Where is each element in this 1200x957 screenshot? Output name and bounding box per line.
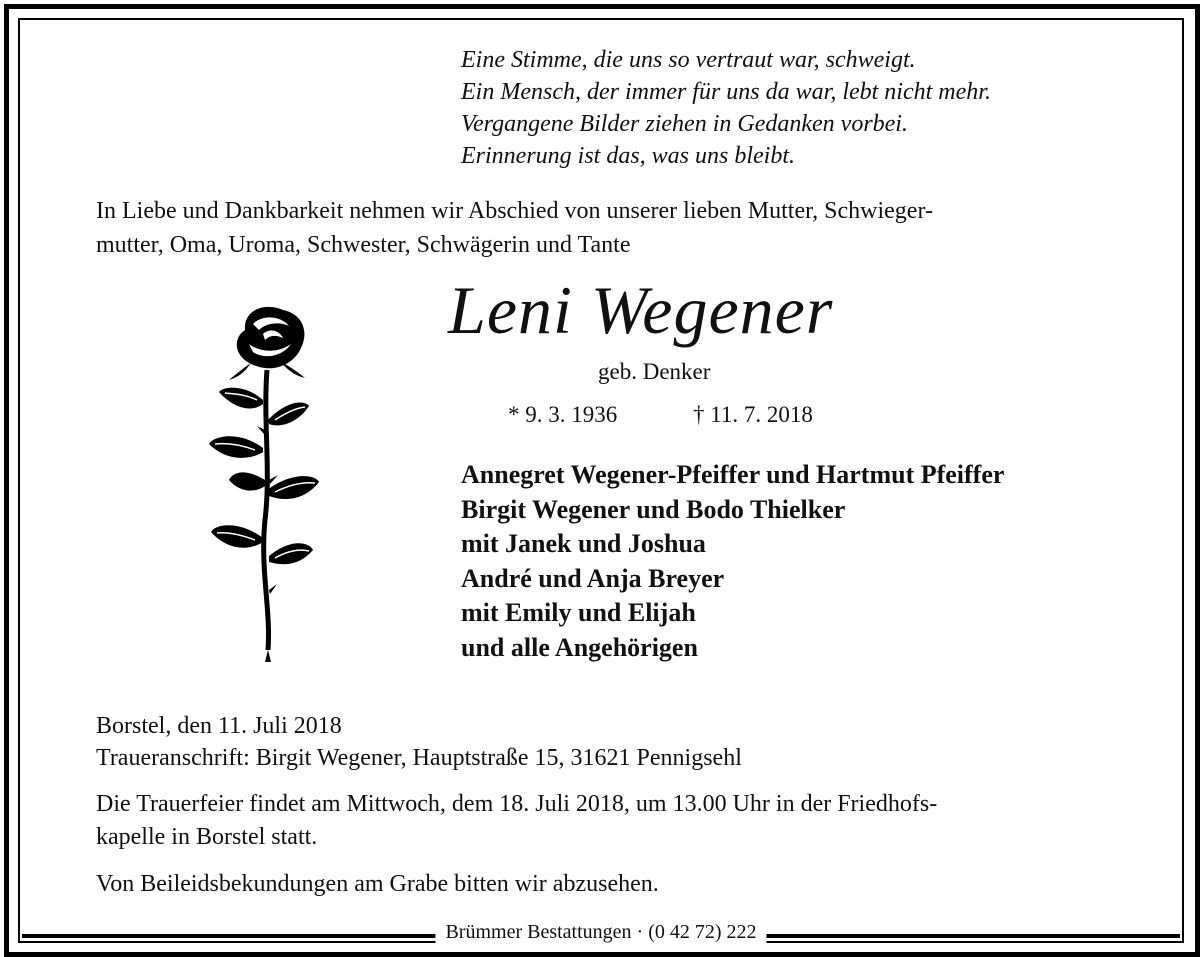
mourner-line: mit Emily und Elijah	[461, 598, 696, 627]
footer	[22, 921, 1180, 943]
intro-text	[96, 194, 1116, 262]
rose-icon	[205, 300, 330, 670]
mourner-line: André und Anja Breyer	[461, 563, 725, 593]
place-date: Borstel, den 11. Juli 2018	[96, 713, 342, 739]
poem-line: Ein Mensch, der immer für uns da war, lebt nicht mehr.	[461, 79, 991, 105]
poem-line: Eine Stimme, die uns so vertraut war, schweigt.	[461, 47, 916, 73]
ceremony-line: kapelle in Borstel statt.	[96, 824, 318, 850]
undertaker-contact: Brümmer Bestattungen · (0 42 72) 222	[435, 920, 766, 944]
deceased-name: Leni Wegener	[448, 272, 834, 348]
maiden-name: geb. Denker	[598, 359, 711, 384]
intro-line: In Liebe und Dankbarkeit nehmen wir Abschied von unserer lieben Mutter, Schwieger-	[96, 198, 933, 224]
poem-line: Vergangene Bilder ziehen in Gedanken vorbei.	[461, 111, 908, 137]
mourning-address: Traueranschrift: Birgit Wegener, Hauptstraße 15, 31621 Pennigsehl	[96, 745, 742, 771]
ceremony-line: Die Trauerfeier findet am Mittwoch, dem 18. Juli 2018, um 13.00 Uhr in der Friedhofs-	[96, 791, 938, 817]
mourner-line: mit Janek und Joshua	[461, 529, 706, 558]
intro-line: mutter, Oma, Uroma, Schwester, Schwägerin und Tante	[96, 232, 631, 258]
ceremony-info	[96, 788, 937, 854]
mourner-line: und alle Angehörigen	[461, 632, 698, 662]
birth-date: * 9. 3. 1936	[508, 402, 618, 427]
mourner-line: Birgit Wegener und Bodo Thielker	[461, 494, 846, 524]
poem-line: Erinnerung ist das, was uns bleibt.	[461, 143, 796, 169]
poem	[461, 44, 991, 172]
condolence-note: Von Beileidsbekundungen am Grabe bitten wir abzusehen.	[96, 871, 659, 897]
death-date: † 11. 7. 2018	[693, 402, 813, 427]
mourner-line: Annegret Wegener-Pfeiffer und Hartmut Pfeiffer	[461, 460, 1005, 489]
mourners-list	[461, 458, 1004, 665]
